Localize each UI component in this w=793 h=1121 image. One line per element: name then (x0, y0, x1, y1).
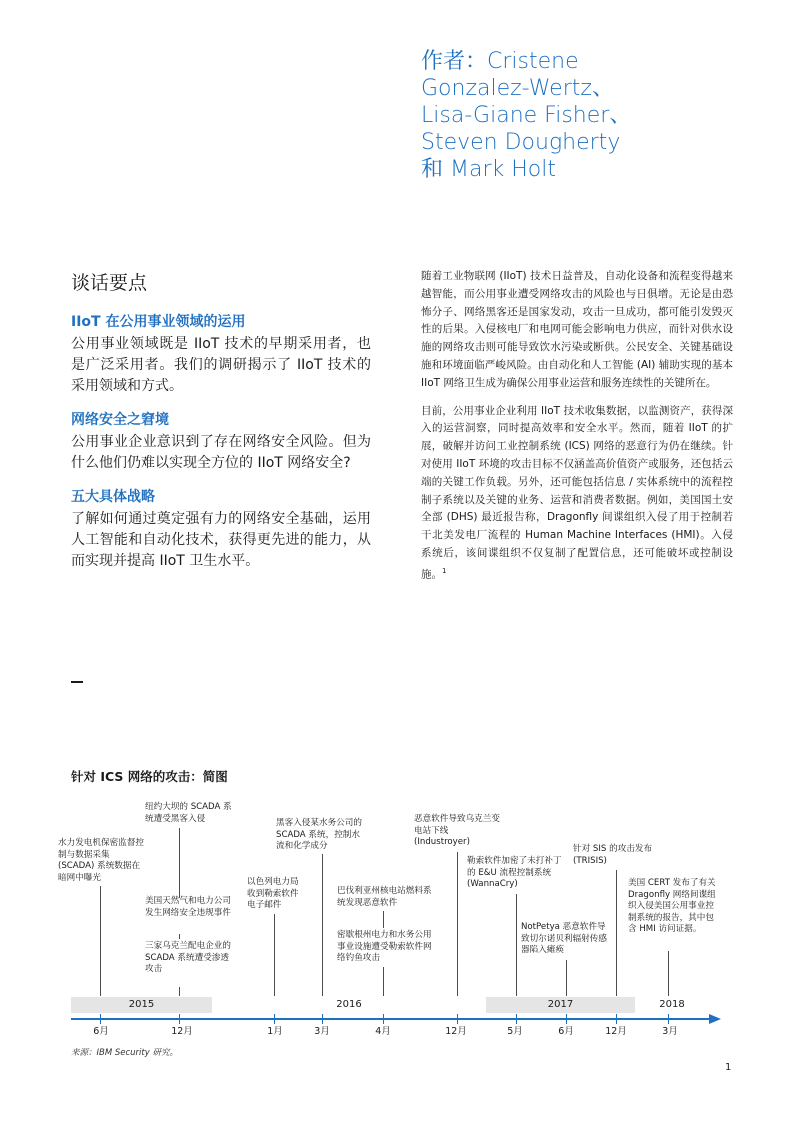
event-connector (616, 870, 617, 996)
month-label: 5月 (507, 1026, 523, 1037)
timeline-event: 纽约大坝的 SCADA 系统遭受黑客入侵 (145, 802, 232, 824)
talking-points (71, 268, 371, 584)
body-paragraph (421, 403, 733, 584)
event-connector (566, 960, 567, 996)
section-heading: IIoT 在公用事业领域的运用 (71, 314, 246, 330)
source-note: 来源：IBM Security 研究。 (71, 1048, 178, 1058)
talking-point-section (71, 486, 371, 572)
timeline-event: NotPetya 恶意软件导致切尔诺贝利辐射传感器陷入瘫痪 (521, 922, 607, 956)
talking-point-section (71, 409, 371, 474)
event-connector (457, 852, 458, 996)
body-paragraph: 随着工业物联网 (IIoT) 技术日益普及，自动化设备和流程变得越来越智能，而公用事业遭受网络攻击的风险也与日俱增。无论是由恐怖分子、网络黑客还是国家发动，攻击一旦成功，都可能引发毁灭性的后果。入侵核电厂和电网可能会影响电力供应，而针对供水设施的网络攻击则可能导致饮水污染或断供。公民安全、关键基础设施和环境面临严峻风险。由自动化和人工智能 (AI) 辅助实现的基本 IIoT 网络卫生成为确保公用事业运营和服务连续性的关键所在。 (421, 270, 733, 389)
section-divider (71, 681, 83, 683)
author-line: Steven Dougherty (421, 130, 621, 155)
body-text (421, 268, 733, 594)
event-connector (322, 854, 323, 996)
event-connector (179, 828, 180, 898)
event-connector (383, 967, 384, 996)
section-body: 了解如何通过奠定强有力的网络安全基础，运用人工智能和自动化技术，获得更先进的能力，从而实现并提高 IIoT 卫生水平。 (71, 511, 371, 569)
section-heading: 五大具体战略 (71, 489, 155, 505)
timeline-title: 针对 ICS 网络的攻击：简图 (71, 769, 228, 784)
timeline-event: 美国天然气和电力公司发生网络安全违规事件 (145, 896, 231, 918)
month-label: 6月 (93, 1026, 109, 1037)
section-body: 公用事业企业意识到了存在网络安全风险。但为什么他们仍难以实现全方位的 IIoT 网络安全? (71, 434, 371, 471)
timeline-event: 三家乌克兰配电企业的 SCADA 系统遭受渗透攻击 (145, 941, 231, 975)
authors-block (421, 48, 781, 183)
event-connector (274, 914, 275, 996)
month-label: 12月 (445, 1026, 467, 1037)
month-label: 12月 (171, 1026, 193, 1037)
timeline-event: 黑客入侵某水务公司的 SCADA 系统，控制水流和化学成分 (276, 818, 362, 852)
author-line: 作者：Cristene (421, 49, 579, 74)
author-line: Lisa-Giane Fisher、 (421, 103, 632, 128)
timeline-axis (71, 1018, 709, 1020)
event-connector (179, 987, 180, 996)
year-band: 2018 (635, 997, 709, 1013)
timeline-event: 美国 CERT 发布了有关 Dragonfly 网络间谍组织入侵美国公用事业控制系统的报告，其中包含 HMI 访问证据。 (628, 878, 716, 935)
author-line: Gonzalez-Wertz、 (421, 76, 614, 101)
timeline-event: 以色列电力局收到勒索软件电子邮件 (247, 877, 299, 911)
talking-point-section (71, 311, 371, 397)
page-number: 1 (725, 1062, 732, 1073)
event-connector (383, 911, 384, 928)
year-band: 2015 (71, 997, 212, 1013)
timeline-event: 勒索软件加密了未打补丁的 E&U 流程控制系统 (WannaCry) (467, 856, 562, 890)
event-connector (668, 951, 669, 996)
month-label: 1月 (267, 1026, 283, 1037)
footnote-mark: 1 (442, 566, 447, 575)
timeline-event: 密歇根州电力和水务公用事业设施遭受勒索软件网络钓鱼攻击 (337, 930, 432, 964)
body-paragraph-text: 目前，公用事业企业利用 IIoT 技术收集数据，以监测资产，获得深入的运营洞察，同时提高效率和安全水平。然而，随着 IIoT 的扩展，破解并访问工业控制系统 (ICS) 网络的恶意行为仍在继续。针对使用 IIoT 环境的攻击目标不仅涵盖高价值资产或服务，还包括云端的关键工作负载。另外，还可能包括信息 / 实体系统中的流程控制子系统以及关键的业务、运营和消费者数据。例如，美国国土安全部 (DHS) 最近报告称，Dragonfly 间谍组织入侵了用于控制若干北美发电厂流程的 Human Machine Interfaces (HMI)。入侵系统后，该间谍组织不仅复制了配置信息，还可能破坏或控制设施。 (421, 404, 733, 581)
event-connector (516, 894, 517, 996)
author-line: 和 Mark Holt (421, 157, 556, 182)
year-band: 2016 (212, 997, 486, 1013)
month-label: 4月 (375, 1026, 391, 1037)
month-label: 6月 (558, 1026, 574, 1037)
timeline-event: 水力发电机保密监督控制与数据采集 (SCADA) 系统数据在暗网中曝光 (58, 838, 144, 883)
section-heading: 网络安全之窘境 (71, 412, 169, 428)
month-label: 12月 (605, 1026, 627, 1037)
month-label: 3月 (314, 1026, 330, 1037)
arrow-right-icon (709, 1014, 721, 1024)
month-label: 3月 (662, 1026, 678, 1037)
timeline-event: 针对 SIS 的攻击发布 (TRISIS) (573, 844, 653, 866)
timeline-event: 巴伐利亚州核电站燃料系统发现恶意软件 (337, 886, 432, 908)
year-band: 2017 (486, 997, 635, 1013)
timeline-event: 恶意软件导致乌克兰变电站下线 (Industroyer) (414, 814, 500, 848)
section-body: 公用事业领域既是 IIoT 技术的早期采用者，也是广泛采用者。我们的调研揭示了 IIoT 技术的采用领域和方式。 (71, 336, 371, 394)
event-connector (100, 886, 101, 996)
talking-points-title: 谈话要点 (71, 272, 148, 294)
event-connector (179, 934, 180, 939)
